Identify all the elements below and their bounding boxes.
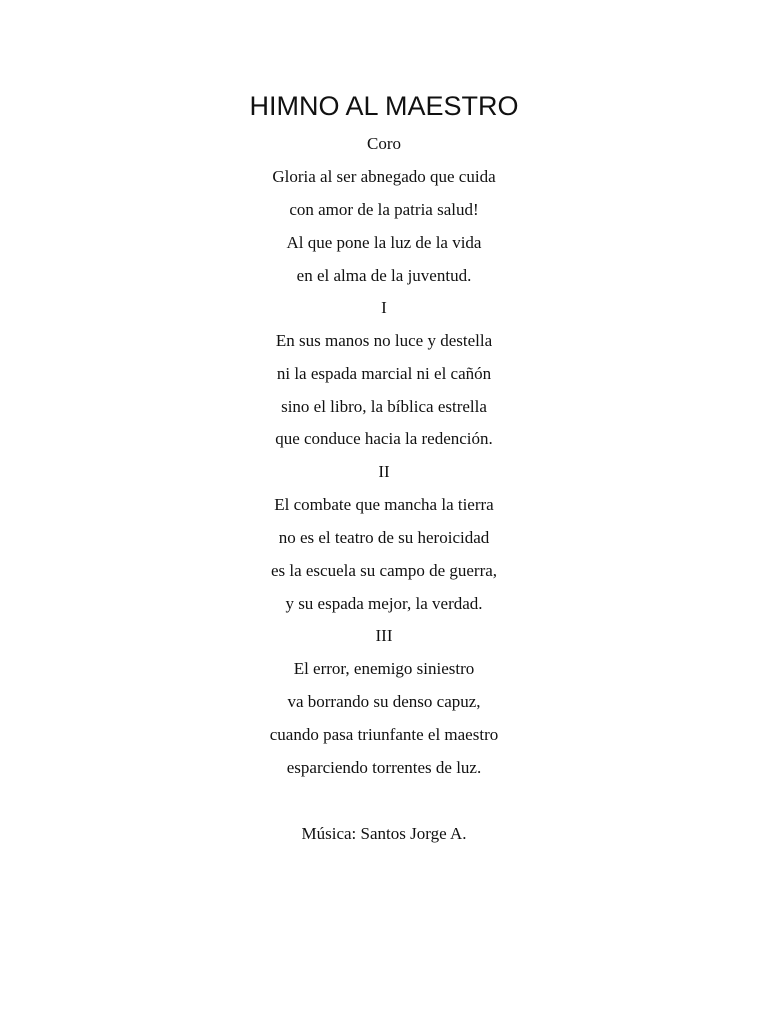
verse-line: y su espada mejor, la verdad. bbox=[285, 594, 483, 613]
verse-line: Al que pone la luz de la vida bbox=[286, 233, 482, 252]
verse-line: es la escuela su campo de guerra, bbox=[270, 561, 498, 580]
section-heading-i: I bbox=[381, 298, 387, 317]
music-credit: Música: Santos Jorge A. bbox=[301, 824, 467, 843]
verse-line: con amor de la patria salud! bbox=[289, 200, 479, 219]
verse-line: cuando pasa triunfante el maestro bbox=[269, 725, 499, 744]
verse-line: va borrando su denso capuz, bbox=[287, 692, 481, 711]
verse-line: que conduce hacia la redención. bbox=[275, 429, 493, 448]
section-heading-coro: Coro bbox=[367, 134, 401, 153]
verse-line: El error, enemigo siniestro bbox=[293, 659, 475, 678]
verse-line: sino el libro, la bíblica estrella bbox=[281, 397, 487, 416]
verse-line: En sus manos no luce y destella bbox=[275, 331, 493, 350]
verse-line: en el alma de la juventud. bbox=[296, 266, 472, 285]
verse-line: El combate que mancha la tierra bbox=[274, 495, 494, 514]
section-heading-iii: III bbox=[375, 626, 393, 645]
verse-line: ni la espada marcial ni el cañón bbox=[276, 364, 492, 383]
section-heading-ii: II bbox=[378, 462, 390, 481]
verse-line: Gloria al ser abnegado que cuida bbox=[272, 167, 496, 186]
verse-line: esparciendo torrentes de luz. bbox=[286, 758, 482, 777]
verse-line: no es el teatro de su heroicidad bbox=[278, 528, 490, 547]
page-title: HIMNO AL MAESTRO bbox=[249, 91, 519, 121]
